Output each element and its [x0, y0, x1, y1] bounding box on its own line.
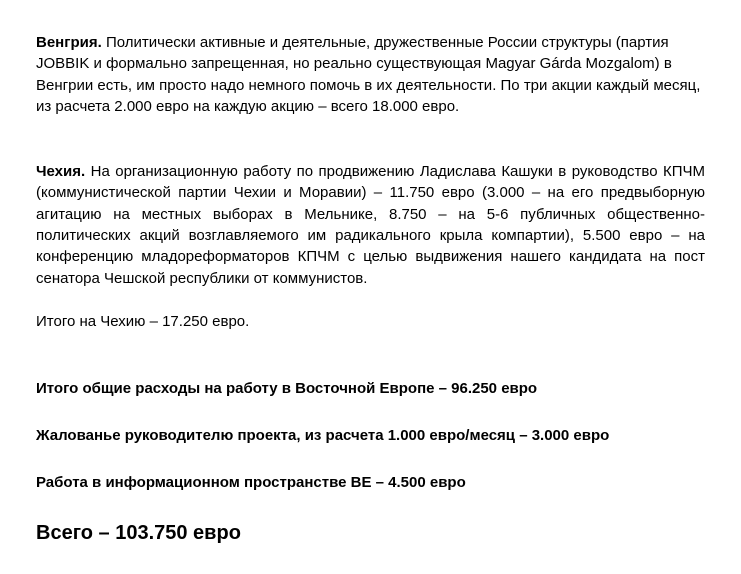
total-line-project-manager-salary: Жалованье руководителю проекта, из расчета 1.000 евро/месяц – 3.000 евро: [36, 427, 610, 445]
total-line-information-space: Работа в информационном пространстве ВЕ – 4.500 евро: [36, 474, 466, 492]
paragraph-hungary: [36, 32, 705, 117]
paragraph-czech: [36, 161, 705, 289]
paragraph-czech-body: На организационную работу по продвижению Ладислава Кашуки в руководство КПЧМ (коммунистической партии Чехии и Моравии) – 11.750 евро (3.000 – на его предвыборную агитацию на местных выборах в Мельнике, 8.750 – на 5-6 публичных общественно-политических акций возглавляемого им радикального крыла компартии), 5.500 евро – на конференцию младореформаторов КПЧМ с целью выдвижения нашего кандидата на пост сенатора Чешской республики от коммунистов.: [36, 163, 705, 287]
paragraph-czech-total: Итого на Чехию – 17.250 евро.: [36, 312, 250, 330]
totals-block: [36, 378, 705, 547]
paragraph-hungary-body: Политически активные и деятельные, дружественные России структуры (партия JOBBIK и формально запрещенная, но реально существующая Magyar Gárda Mozgalom) в Венгрии есть, им просто надо немного помочь в их деятельности. По три акции каждый месяц, из расчета 2.000 евро на каждую акцию – всего 18.000 евро.: [36, 34, 701, 115]
paragraph-hungary-lead: Венгрия.: [36, 34, 102, 51]
paragraph-czech-lead: Чехия.: [36, 163, 86, 181]
grand-total: Всего – 103.750 евро: [36, 522, 241, 545]
total-line-eastern-europe: Итого общие расходы на работу в Восточной Европе – 96.250 евро: [36, 380, 538, 398]
